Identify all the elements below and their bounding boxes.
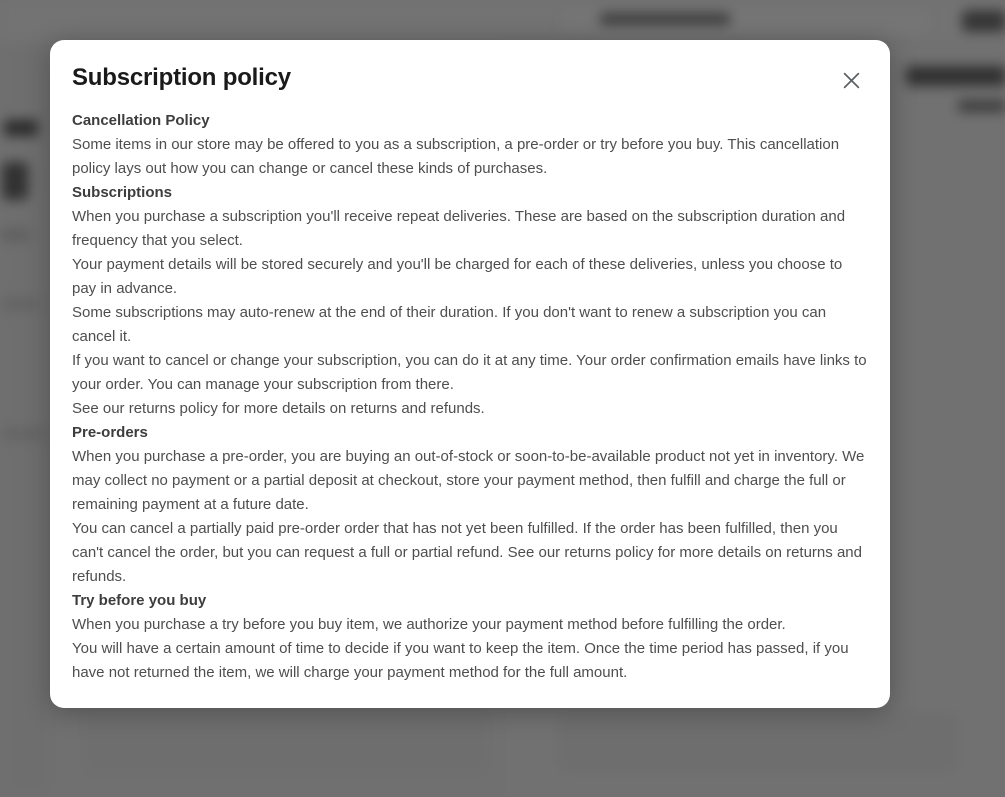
policy-paragraph: When you purchase a subscription you'll receive repeat deliveries. These are based on the subscription duration and frequency that you select. [72,208,846,249]
policy-section-heading: Subscriptions [72,184,173,201]
close-icon [843,72,860,89]
policy-paragraph: Some subscriptions may auto-renew at the end of their duration. If you don't want to renew a subscription you can cancel it. [72,304,827,345]
policy-paragraph: See our returns policy for more details on returns and refunds. [72,400,485,417]
policy-paragraph: Some items in our store may be offered to you as a subscription, a pre-order or try before you buy. This cancellation policy lays out how you can change or cancel these kinds of purchases. [72,136,840,177]
policy-section-heading: Try before you buy [72,592,207,609]
policy-paragraph: If you want to cancel or change your subscription, you can do it at any time. Your order confirmation emails have links to your order. You can manage your subscription from there. [72,352,867,393]
close-button[interactable] [836,65,866,95]
policy-section-heading: Pre-orders [72,424,148,441]
policy-paragraph: Your payment details will be stored securely and you'll be charged for each of these deliveries, unless you choose to pay in advance. [72,256,843,297]
policy-paragraph: You will have a certain amount of time to decide if you want to keep the item. Once the time period has passed, if you have not returned the item, we will charge your payment method for the full amount. [72,640,849,681]
policy-paragraph: You can cancel a partially paid pre-order order that has not yet been fulfilled. If the order has been fulfilled, then you can't cancel the order, but you can request a full or partial refund. See our returns policy for more details on returns and refunds. [72,520,862,585]
modal-body [50,95,890,708]
modal-header [50,40,890,95]
page-title: Subscription policy [72,64,291,91]
subscription-policy-modal [50,40,890,708]
policy-section-heading: Cancellation Policy [72,112,210,129]
policy-paragraph: When you purchase a pre-order, you are buying an out-of-stock or soon-to-be-available product not yet in inventory. We may collect no payment or a partial deposit at checkout, store your payment method, then fulfill and charge the full or remaining payment at a future date. [72,448,865,513]
policy-paragraph: When you purchase a try before you buy item, we authorize your payment method before fulfilling the order. [72,616,786,633]
